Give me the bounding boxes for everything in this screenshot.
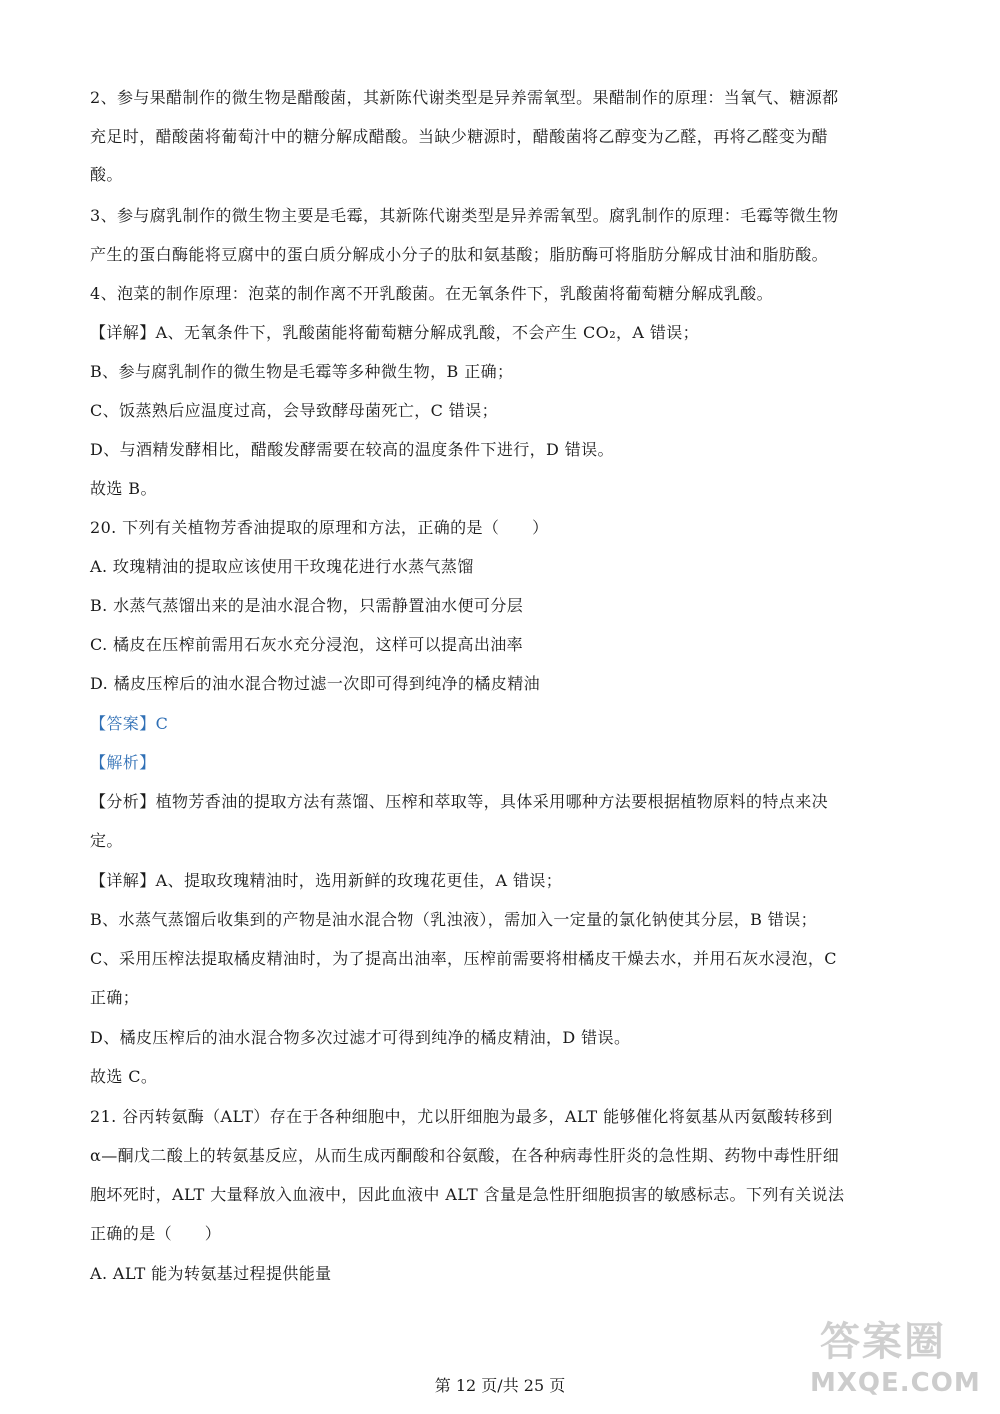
- explanation-line: 【详解】A、无氧条件下，乳酸菌能将葡萄糖分解成乳酸，不会产生 CO₂，A 错误；: [90, 323, 700, 342]
- page-footer: 第 12 页/共 25 页: [434, 1376, 566, 1395]
- paragraph-line: 正确；: [90, 988, 140, 1007]
- question-stem: α—酮戊二酸上的转氨基反应，从而生成丙酮酸和谷氨酸，在各种病毒性肝炎的急性期、药物中毒性肝细: [90, 1146, 840, 1165]
- answer-label: 【答案】C: [90, 714, 169, 733]
- paragraph-line: D、橘皮压榨后的油水混合物多次过滤才可得到纯净的橘皮精油，D 错误。: [90, 1028, 631, 1047]
- paragraph-line: 3、参与腐乳制作的微生物主要是毛霉，其新陈代谢类型是异养需氧型。腐乳制作的原理：毛霉等微生物: [90, 206, 839, 225]
- paragraph-line: C、采用压榨法提取橘皮精油时，为了提高出油率，压榨前需要将柑橘皮干燥去水，并用石灰水浸泡，C: [90, 949, 837, 968]
- question-stem: 正确的是（ ）: [90, 1224, 222, 1243]
- paragraph-line: D、与酒精发酵相比，醋酸发酵需要在较高的温度条件下进行，D 错误。: [90, 440, 614, 459]
- option-d: D. 橘皮压榨后的油水混合物过滤一次即可得到纯净的橘皮精油: [90, 674, 541, 693]
- watermark-logo-text: 答案圈: [820, 1319, 946, 1365]
- paragraph-line: 充足时，醋酸菌将葡萄汁中的糖分解成醋酸。当缺少糖源时，醋酸菌将乙醇变为乙醛，再将乙醛变为醋: [90, 127, 829, 146]
- paragraph-line: 定。: [90, 831, 123, 850]
- question-stem: 21. 谷丙转氨酶（ALT）存在于各种细胞中，尤以肝细胞为最多，ALT 能够催化将氨基从丙氨酸转移到: [90, 1107, 833, 1126]
- analysis-label: 【解析】: [90, 753, 156, 772]
- paragraph-line: B、水蒸气蒸馏后收集到的产物是油水混合物（乳浊液），需加入一定量的氯化钠使其分层，B 错误；: [90, 910, 818, 929]
- answer-choice-line: 故选 B。: [90, 479, 157, 498]
- question-stem: 20. 下列有关植物芳香油提取的原理和方法，正确的是（ ）: [90, 518, 549, 537]
- paragraph-line: 酸。: [90, 165, 123, 184]
- option-b: B. 水蒸气蒸馏出来的是油水混合物，只需静置油水便可分层: [90, 596, 524, 615]
- explanation-line: 【详解】A、提取玫瑰精油时，选用新鲜的玫瑰花更佳，A 错误；: [90, 871, 563, 890]
- watermark-site-text: MXQE.COM: [810, 1368, 981, 1398]
- option-a: A. 玫瑰精油的提取应该使用干玫瑰花进行水蒸气蒸馏: [90, 557, 474, 576]
- option-c: C. 橘皮在压榨前需用石灰水充分浸泡，这样可以提高出油率: [90, 635, 524, 654]
- paragraph-line: B、参与腐乳制作的微生物是毛霉等多种微生物，B 正确；: [90, 362, 514, 381]
- answer-choice-line: 故选 C。: [90, 1067, 158, 1086]
- question-stem: 胞坏死时，ALT 大量释放入血液中，因此血液中 ALT 含量是急性肝细胞损害的敏感标志。下列有关说法: [90, 1185, 845, 1204]
- watermark-logo: [800, 1310, 980, 1410]
- option-a: A. ALT 能为转氨基过程提供能量: [90, 1264, 332, 1283]
- paragraph-line: 2、参与果醋制作的微生物是醋酸菌，其新陈代谢类型是异养需氧型。果醋制作的原理：当氧气、糖源都: [90, 88, 839, 107]
- paragraph-line: C、饭蒸熟后应温度过高，会导致酵母菌死亡，C 错误；: [90, 401, 498, 420]
- analysis-line: 【分析】植物芳香油的提取方法有蒸馏、压榨和萃取等，具体采用哪种方法要根据植物原料的特点来决: [90, 792, 829, 811]
- paragraph-line: 产生的蛋白酶能将豆腐中的蛋白质分解成小分子的肽和氨基酸；脂肪酶可将脂肪分解成甘油和脂肪酸。: [90, 245, 829, 264]
- paragraph-line: 4、泡菜的制作原理：泡菜的制作离不开乳酸菌。在无氧条件下，乳酸菌将葡萄糖分解成乳酸。: [90, 284, 773, 303]
